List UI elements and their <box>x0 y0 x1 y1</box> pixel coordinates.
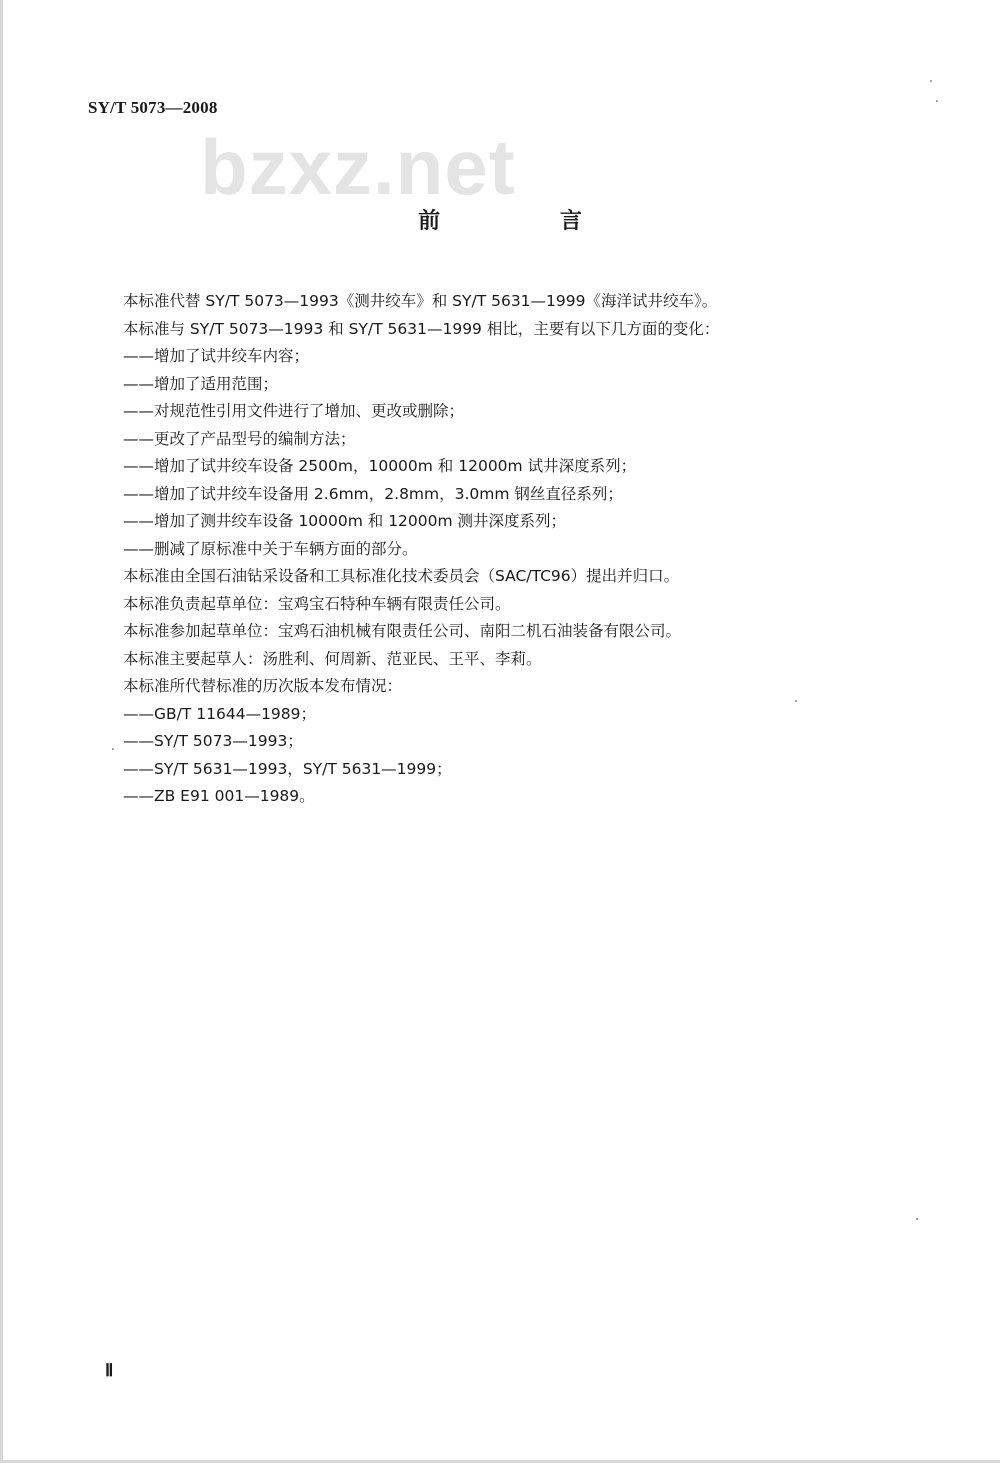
standard-number: SY/T 5073—2008 <box>88 98 218 117</box>
foreword-body <box>123 288 823 811</box>
foreword-line: ——对规范性引用文件进行了增加、更改或删除； <box>123 402 465 420</box>
foreword-line: 本标准主要起草人：汤胜利、何周新、范亚民、王平、李莉。 <box>123 649 542 668</box>
foreword-line: ——增加了试井绞车设备 2500m，10000m 和 12000m 试井深度系列； <box>123 457 637 475</box>
scan-speck <box>112 748 114 750</box>
foreword-line: ——增加了测井绞车设备 10000m 和 12000m 测井深度系列； <box>123 512 567 530</box>
foreword-line: 本标准代替 SY/T 5073—1993《测井绞车》和 SY/T 5631—1999《海洋试井绞车》。 <box>123 292 718 310</box>
foreword-line: 本标准与 SY/T 5073—1993 和 SY/T 5631—1999 相比，主要有以下几方面的变化： <box>123 319 720 338</box>
foreword-line: ——更改了产品型号的编制方法； <box>123 429 356 448</box>
watermark: bzxz.net <box>200 123 516 211</box>
foreword-line: 本标准负责起草单位：宝鸡宝石特种车辆有限责任公司。 <box>123 594 511 613</box>
foreword-line: ——增加了适用范围； <box>123 374 279 393</box>
foreword-line: ——SY/T 5073—1993； <box>123 732 303 750</box>
scan-speck <box>936 100 938 102</box>
foreword-line: 本标准由全国石油钻采设备和工具标准化技术委员会（SAC/TC96）提出并归口。 <box>123 567 680 585</box>
foreword-line: ——删减了原标准中关于车辆方面的部分。 <box>123 539 418 558</box>
foreword-line: ——SY/T 5631—1993，SY/T 5631—1999； <box>123 759 452 778</box>
page-number: Ⅱ <box>105 1361 114 1380</box>
scan-speck <box>916 1218 918 1220</box>
foreword-line: ——增加了试井绞车设备用 2.6mm，2.8mm，3.0mm 钢丝直径系列； <box>123 484 623 503</box>
foreword-line: 本标准所代替标准的历次版本发布情况： <box>123 677 403 695</box>
scan-speck <box>930 80 932 82</box>
scan-speck <box>795 700 797 702</box>
foreword-line: ——ZB E91 001—1989。 <box>123 787 315 805</box>
foreword-line: ——增加了试井绞车内容； <box>123 347 310 365</box>
foreword-line: 本标准参加起草单位：宝鸡石油机械有限责任公司、南阳二机石油装备有限公司。 <box>123 622 682 640</box>
page-title: 前 言 <box>418 209 638 234</box>
foreword-line: ——GB/T 11644—1989； <box>123 704 317 723</box>
